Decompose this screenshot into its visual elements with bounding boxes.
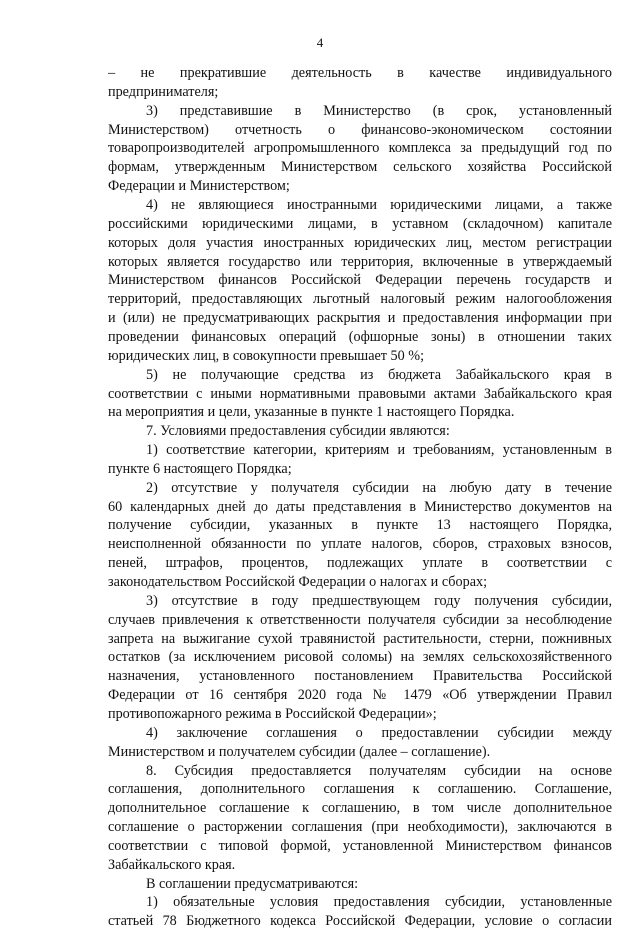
text-line: соответствии с типовой формой, установленной Министерством финансов — [108, 837, 612, 854]
text-line: которых доля участия иностранных юридических лиц, местом регистрации — [108, 234, 612, 251]
text-line: Министерством) отчетность о финансово-экономическом состоянии — [108, 121, 612, 138]
text-line: формам, утвержденным Министерством сельского хозяйства Российской — [108, 159, 612, 176]
text-line: неисполненной обязанности по уплате налогов, сборов, страховых взносов, — [108, 536, 612, 553]
text-line: получение субсидии, указанных в пункте 13 настоящего Порядка, — [108, 517, 612, 534]
text-line: 4) не являющиеся иностранными юридическими лицами, а также — [146, 197, 612, 213]
text-line: пеней, штрафов, процентов, подлежащих уплате в соответствии с — [108, 555, 612, 572]
text-line: и (или) не предусматривающих раскрытия и предоставления информации при — [108, 310, 612, 327]
text-line: юридических лиц, в совокупности превышает 50 %; — [108, 347, 425, 364]
text-line: Забайкальского края. — [108, 856, 236, 873]
text-line: Министерством финансов Российской Федерации перечень государств и — [108, 272, 612, 289]
text-line: 3) представившие в Министерство (в срок, установленный — [146, 102, 612, 119]
text-line: В соглашении предусматриваются: — [146, 875, 359, 892]
text-line: статьей 78 Бюджетного кодекса Российской Федерации, условие о согласии — [108, 913, 612, 930]
text-line: 8. Субсидия предоставляется получателям субсидии на основе — [146, 762, 612, 779]
text-line: территорий, предоставляющих льготный налоговый режим налогообложения — [108, 291, 612, 308]
text-line: проведении финансовых операций (офшорные зоны) в отношении таких — [108, 328, 612, 345]
text-line: пункте 6 настоящего Порядка; — [108, 460, 292, 477]
text-line: законодательством Российской Федерации о налогах и сборах; — [108, 574, 488, 590]
text-line: 1) обязательные условия предоставления субсидии, установленные — [146, 894, 612, 911]
page-number: 4 — [316, 35, 324, 50]
text-line: Федерации и Министерством; — [108, 178, 290, 195]
text-line: 1) соответствие категории, критериям и требованиям, установленным в — [146, 442, 612, 458]
text-line: противопожарного режима в Российской Федерации»; — [108, 705, 437, 722]
text-line: назначения, установленного постановлением Правительства Российской — [108, 668, 612, 685]
text-line: Министерством и получателем субсидии (далее – соглашение). — [108, 743, 491, 760]
text-line: которых является государство или территория, включенные в утверждаемый — [108, 253, 612, 270]
text-line: соглашение о расторжении соглашения (при необходимости), заключаются в — [108, 819, 612, 835]
text-line: соглашения, дополнительного соглашения к соглашению. Соглашение, — [108, 781, 612, 798]
text-line: Федерации от 16 сентября 2020 года № 1479 «Об утверждении Правил — [108, 687, 612, 704]
text-line: товаропроизводителей агропромышленного комплекса за предыдущий год по — [108, 140, 612, 157]
text-line: остатков (за исключением рисовой соломы) на землях сельскохозяйственного — [108, 649, 612, 666]
text-line: российскими юридическими лицами, в уставном (складочном) капитале — [108, 215, 612, 232]
text-line: запрета на выжигание сухой травянистой растительности, стерни, пожнивных — [108, 630, 612, 647]
text-line: 2) отсутствие у получателя субсидии на любую дату в течение — [146, 479, 612, 496]
text-line: на мероприятия и цели, указанные в пункте 1 настоящего Порядка. — [108, 404, 515, 421]
text-line: 4) заключение соглашения о предоставлении субсидии между — [146, 724, 612, 741]
text-line: – не прекратившие деятельность в качестве индивидуального — [108, 65, 612, 81]
text-line: соответствии с иными нормативными правовыми актами Забайкальского края — [108, 385, 612, 402]
text-line: случаев привлечения к ответственности получателя субсидии за несоблюдение — [108, 611, 612, 628]
text-line: 5) не получающие средства из бюджета Забайкальского края в — [146, 366, 612, 383]
text-line: 7. Условиями предоставления субсидии являются: — [146, 423, 450, 440]
text-line: дополнительное соглашение к соглашению, в том числе дополнительное — [108, 800, 612, 817]
text-line: 3) отсутствие в году предшествующем году получения субсидии, — [146, 592, 612, 609]
text-line: 60 календарных дней до даты представления в Министерство документов на — [108, 498, 612, 515]
text-line: предпринимателя; — [108, 83, 219, 100]
